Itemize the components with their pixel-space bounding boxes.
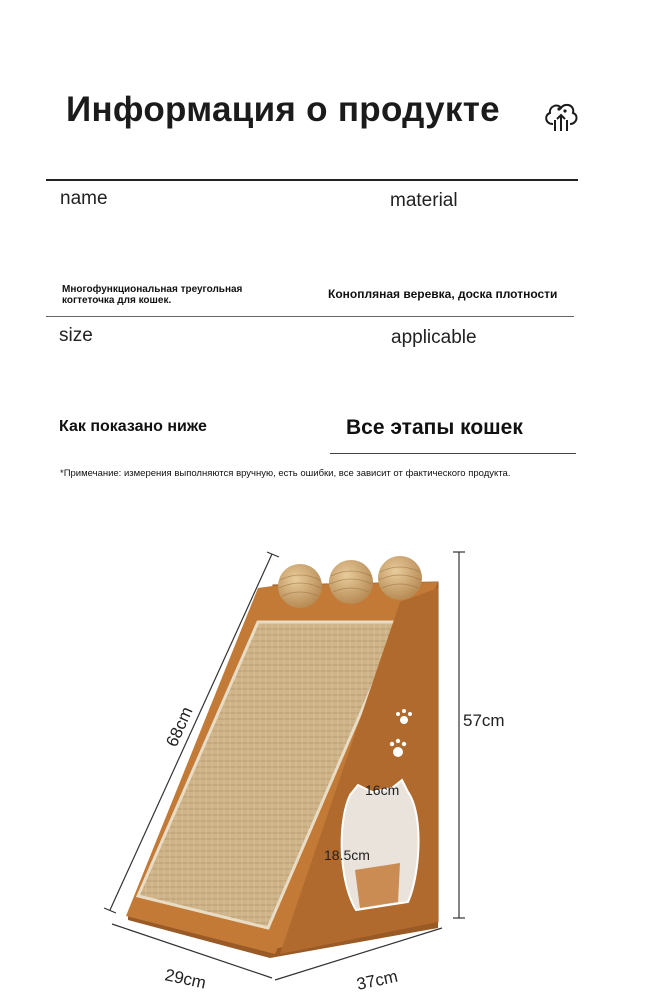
- name-label: name: [60, 188, 108, 209]
- material-label: material: [390, 190, 458, 211]
- depth-label: 29cm: [163, 965, 208, 993]
- tree-icon: [541, 98, 581, 134]
- applicable-value: Все этапы кошек: [346, 416, 523, 439]
- size-label: size: [59, 325, 93, 346]
- width-label: 37cm: [354, 966, 400, 994]
- height-label: 57cm: [463, 711, 505, 730]
- applicable-label: applicable: [391, 327, 477, 348]
- cat-scratcher-image: [0, 530, 646, 1000]
- size-value: Как показано ниже: [59, 418, 207, 435]
- divider-top: [46, 179, 578, 181]
- name-value: Многофункциональная треугольная когтеточка для кошек.: [62, 284, 243, 306]
- hole-width-label: 16cm: [365, 782, 400, 798]
- slope-label: 68cm: [162, 703, 197, 750]
- page-title: Информация о продукте: [66, 90, 500, 129]
- divider-bottom: [330, 453, 576, 454]
- material-value: Конопляная веревка, доска плотности: [328, 287, 558, 301]
- disclaimer-note: *Примечание: измерения выполняются вручную, есть ошибки, все зависит от фактического продукта.: [60, 468, 511, 479]
- hole-height-label: 18.5cm: [324, 847, 370, 863]
- divider-middle: [46, 316, 574, 317]
- height-dimension-line: [453, 552, 465, 918]
